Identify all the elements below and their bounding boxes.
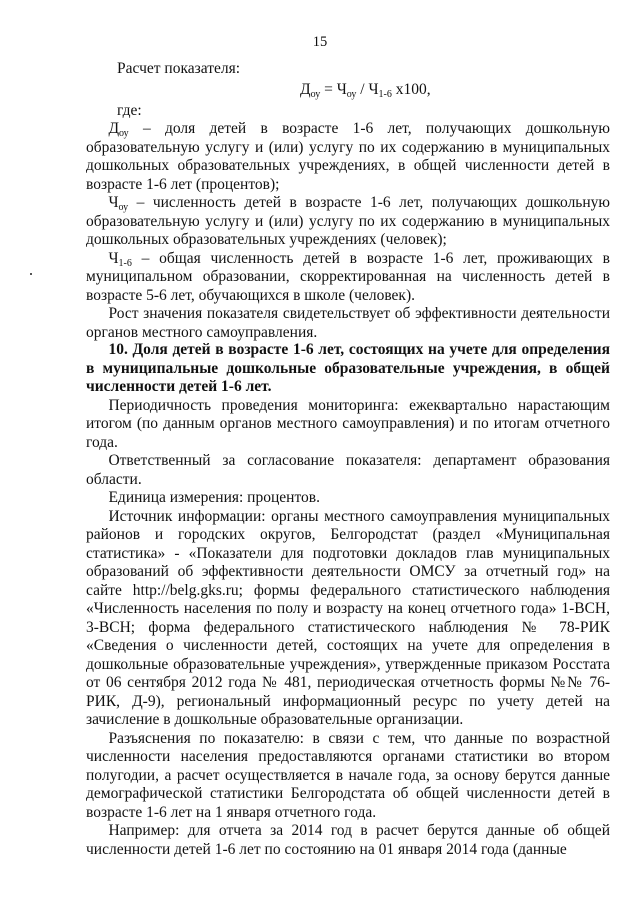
definition-symbol: Д	[108, 120, 120, 137]
definition-text: – доля детей в возрасте 1-6 лет, получающих дошкольную образовательную услугу и (или) услугу по их содержанию в муниципальных дошкольных образовательных учреждениях, в общей численности детей в возрасте 1-6 лет (процентов);	[86, 120, 610, 193]
definition-symbol-sub: 1-6	[118, 257, 132, 269]
scan-speck	[30, 273, 32, 275]
definitions	[86, 120, 610, 342]
formula-eq: =	[320, 81, 337, 98]
definition-dou	[86, 120, 610, 194]
paragraph-example: Например: для отчета за 2014 год в расчет берутся данные об общей численности детей 1-6 лет по состоянию на 01 января 2014 года (данные	[86, 822, 610, 858]
paragraph-responsible: Ответственный за согласование показателя: департамент образования области.	[86, 452, 610, 488]
paragraph-explanation: Разъяснения по показателю: в связи с тем, что данные по возрастной численности населения предоставляются органами статистики во втором полугодии, а расчет осуществляется в начале года, за основу берутся данные демографической статистики Белгородстата об общей численности детей в возрасте 1-6 лет на 1 января отчетного года.	[86, 729, 610, 821]
definition-symbol: Ч	[108, 249, 119, 267]
formula-term1-sub: оу	[346, 89, 357, 100]
definition-text: – численность детей в возрасте 1-6 лет, получающих дошкольную образовательную услугу и (или) услугу по их содержанию в муниципальных дошкольных образовательных учреждениях (человек);	[86, 194, 610, 248]
formula-lhs: Д	[300, 81, 311, 98]
formula-term1: Ч	[336, 81, 347, 98]
page-number: 15	[312, 34, 328, 50]
section-heading: 10. Доля детей в возрасте 1-6 лет, состоящих на учете для определения в муниципальные дошкольные образовательные учреждения, в общей численности детей 1-6 лет.	[86, 341, 610, 395]
paragraph-unit: Единица измерения: процентов.	[108, 489, 320, 506]
definition-symbol: Ч	[108, 194, 119, 211]
calc-label: Расчет показателя:	[117, 60, 241, 77]
paragraph-source: Источник информации: органы местного самоуправления муниципальных районов и городских округов, Белгородстат (раздел «Муниципальная статистика» - «Показатели для подготовки докладов глав муниципальных образований об эффективности деятельности ОМСУ за отчетный год» на сайте http://belg.gks.ru; формы федерального статистического наблюдения «Численность населения по полу и возрасту на конец отчетного года» 1-ВСН, 3-ВСН; форма федерального статистического наблюдения № 78-РИК «Сведения о численности детей, состоящих на учете для определения в дошкольные образовательные учреждения», утвержденные приказом Росстата от 06 сентября 2012 года № 481, периодическая отчетность формы №№ 76-РИК, Д-9), региональный информационный ресурс по учету детей на зачисление в дошкольные образовательные организации.	[86, 507, 610, 728]
formula-div: /	[356, 81, 369, 98]
definition-ch16	[86, 250, 610, 306]
definition-text: – общая численность детей в возрасте 1-6 лет, проживающих в муниципальном образовании, скорректированная на численность детей в возрасте 5-6 лет, обучающихся в школе (человек).	[86, 249, 610, 304]
definition-chou	[86, 194, 610, 250]
formula-tail: х100,	[391, 81, 431, 98]
where-label: где:	[117, 102, 142, 119]
growth-note: Рост значения показателя свидетельствует об эффективности деятельности органов местного самоуправления.	[86, 305, 610, 341]
definition-symbol-sub: оу	[119, 128, 129, 139]
formula-lhs-sub: оу	[310, 89, 321, 100]
formula-term2-sub: 1-6	[378, 89, 392, 100]
paragraph-periodicity: Периодичность проведения мониторинга: ежеквартально нарастающим итогом (по данным органов местного самоуправления) и по итогам отчетного года.	[86, 396, 610, 451]
definition-symbol-sub: оу	[118, 202, 129, 213]
formula	[300, 81, 431, 99]
formula-term2: Ч	[368, 81, 379, 98]
section-10	[86, 341, 610, 859]
